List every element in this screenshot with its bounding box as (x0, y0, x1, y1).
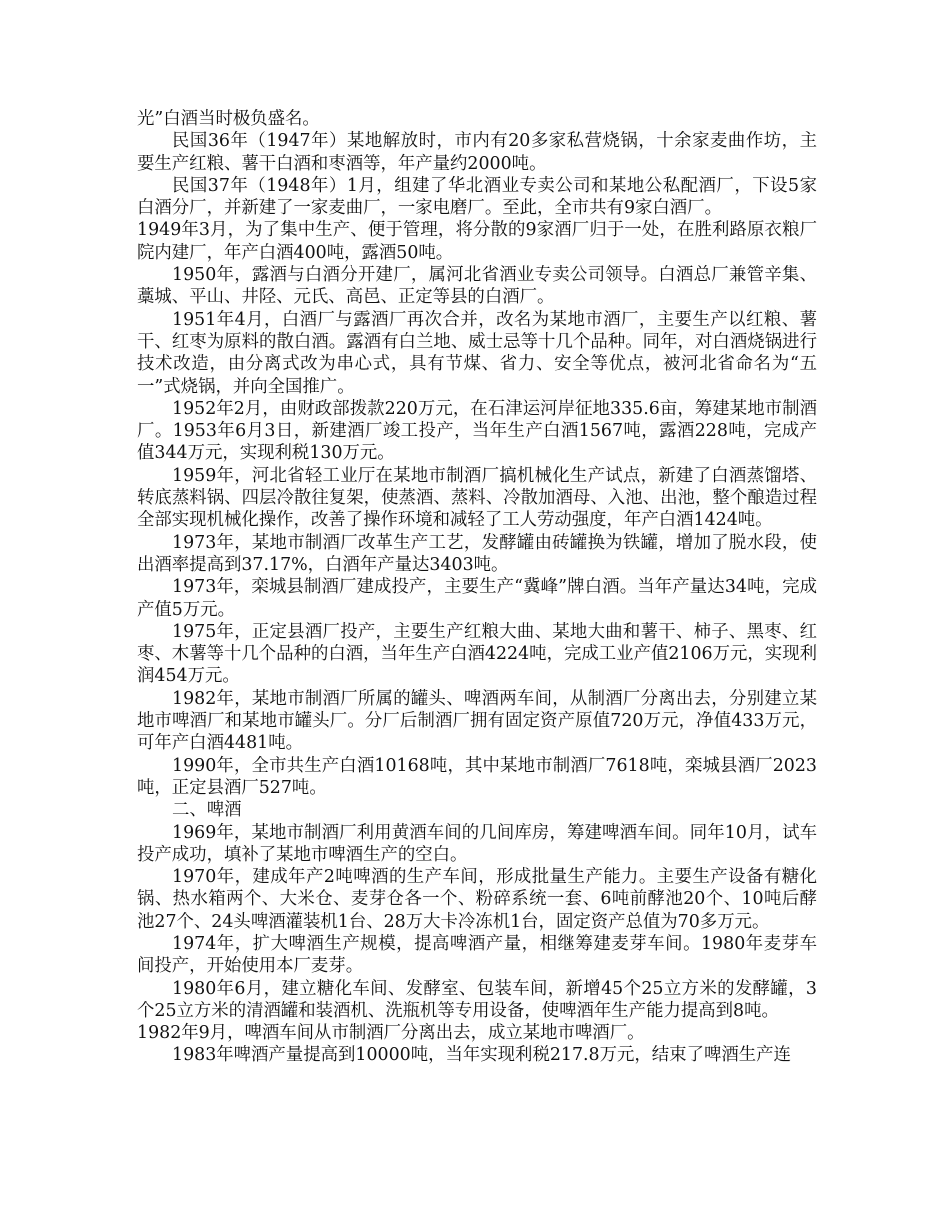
paragraph-3: 民国37年（1948年）1月，组建了华北酒业专卖公司和某地公私配酒厂，下设5家白酒分厂，并新建了一家麦曲厂，一家电磨厂。至此，全市共有9家白酒厂。 (137, 175, 817, 219)
paragraph-2: 民国36年（1947年）某地解放时，市内有20多家私营烧锅，十余家麦曲作坊，主要生产红粮、薯干白酒和枣酒等，年产量约2000吨。 (137, 131, 817, 174)
paragraph-1: 光”白酒当时极负盛名。 (137, 109, 320, 129)
paragraph-8: 1959年，河北省轻工业厅在某地市制酒厂搞机械化生产试点，新建了白酒蒸馏塔、转底蒸料锅、四层冷散往复架，使蒸酒、蒸料、冷散加酒母、入池、出池，整个酿造过程全部实现机械化操作，改善了操作环境和减轻了工人劳动强度，年产白酒1424吨。 (137, 465, 817, 531)
section-heading-beer: 二、啤酒 (172, 800, 242, 821)
paragraph-19: 1982年9月，啤酒车间从市制酒厂分离出去，成立某地市啤酒厂。 (137, 1023, 645, 1044)
paragraph-17: 1974年，扩大啤酒生产规模，提高啤酒产量，相继筹建麦芽车间。1980年麦芽车间投产，开始使用本厂麦芽。 (137, 933, 817, 977)
paragraph-4: 1949年3月，为了集中生产、便于管理，将分散的9家酒厂归于一处，在胜利路原衣粮厂院内建厂，年产白酒400吨，露酒50吨。 (137, 220, 817, 263)
document-body (137, 108, 817, 1067)
paragraph-9: 1973年，某地市制酒厂改革生产工艺，发酵罐由砖罐换为铁罐，增加了脱水段，使出酒率提高到37.17%，白酒年产量达3403吨。 (137, 532, 817, 575)
paragraph-15: 1969年，某地市制酒厂利用黄酒车间的几间库房，筹建啤酒车间。同年10月，试车投产成功，填补了某地市啤酒生产的空白。 (137, 822, 817, 865)
paragraph-7: 1952年2月，由财政部拨款220万元，在石津运河岸征地335.6亩，筹建某地市制酒厂。1953年6月3日，新建酒厂竣工投产，当年生产白酒1567吨，露酒228吨，完成产值344万元，实现利税130万元。 (137, 398, 817, 464)
paragraph-18: 1980年6月，建立糖化车间、发酵室、包装车间，新增45个25立方米的发酵罐，3个25立方米的清酒罐和装酒机、洗瓶机等专用设备，使啤酒年生产能力提高到8吨。 (137, 978, 817, 1021)
paragraph-12: 1982年，某地市制酒厂所属的罐头、啤酒两车间，从制酒厂分离出去，分别建立某地市啤酒厂和某地市罐头厂。分厂后制酒厂拥有固定资产原值720万元，净值433万元，可年产白酒4481吨。 (137, 688, 817, 754)
paragraph-13: 1990年，全市共生产白酒10168吨，其中某地市制酒厂7618吨，栾城县酒厂2023吨，正定县酒厂527吨。 (137, 755, 817, 798)
paragraph-10: 1973年，栾城县制酒厂建成投产，主要生产“冀峰”牌白酒。当年产量达34吨，完成产值5万元。 (137, 577, 817, 620)
paragraph-20: 1983年啤酒产量提高到10000吨，当年实现利税217.8万元，结束了啤酒生产连 (172, 1045, 791, 1066)
paragraph-11: 1975年，正定县酒厂投产，主要生产红粮大曲、某地大曲和薯干、柿子、黑枣、红枣、木薯等十几个品种的白酒，当年生产白酒4224吨，完成工业产值2106万元，实现利润454万元。 (137, 621, 817, 687)
paragraph-5: 1950年，露酒与白酒分开建厂，属河北省酒业专卖公司领导。白酒总厂兼管辛集、藁城、平山、井陉、元氏、高邑、正定等县的白酒厂。 (137, 265, 817, 308)
paragraph-6: 1951年4月，白酒厂与露酒厂再次合并，改名为某地市酒厂，主要生产以红粮、薯干、红枣为原料的散白酒。露酒有白兰地、威士忌等十几个品种。同年，对白酒烧锅进行技术改造，由分离式改为串心式，具有节煤、省力、安全等优点，被河北省命名为“五一”式烧锅，并向全国推广。 (137, 309, 817, 397)
paragraph-16: 1970年，建成年产2吨啤酒的生产车间，形成批量生产能力。主要生产设备有糖化锅、热水箱两个、大米仓、麦芽仓各一个、粉碎系统一套、6吨前酵池20个、10吨后酵池27个、24头啤酒灌装机1台、28万大卡冷冻机1台，固定资产总值为70多万元。 (137, 867, 817, 932)
